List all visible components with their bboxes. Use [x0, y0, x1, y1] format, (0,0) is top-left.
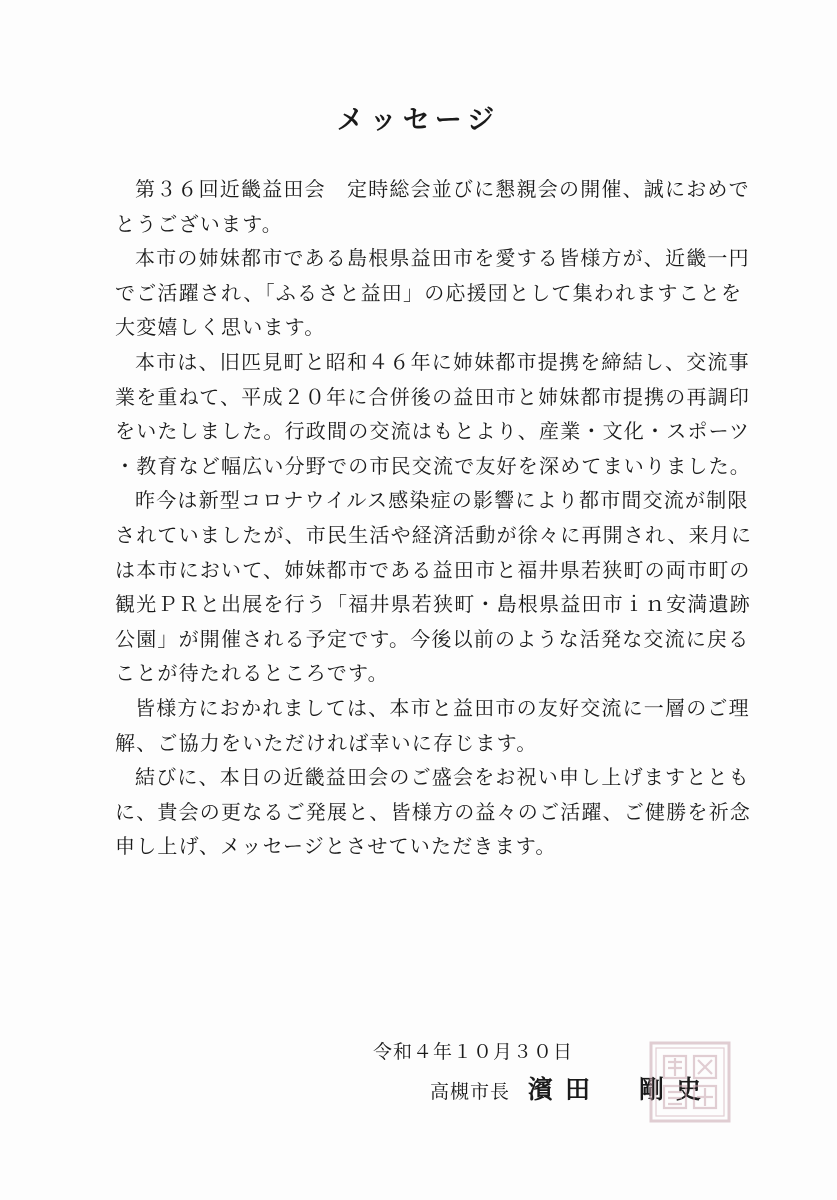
- official-seal-icon: [648, 1040, 732, 1124]
- paragraph-request: 皆様方におかれましては、本市と益田市の友好交流に一層のご理解、ご協力をいただければ幸いに存じます。: [115, 695, 750, 755]
- paragraph-greeting: 第３６回近畿益田会 定時総会並びに懇親会の開催、誠におめでとうございます。: [115, 177, 750, 236]
- paragraph-history: 本市は、旧匹見町と昭和４６年に姉妹都市提携を締結し、交流事業を重ねて、平成２０年に合併後の益田市と姉妹都市提携の再調印をいたしました。行政間の交流はもとより、産業・文化・スポーツ・教育など幅広い分野での市民交流で友好を深めてまいりました。: [115, 349, 751, 478]
- document-title: メッセージ: [336, 105, 501, 136]
- paragraph-covid-event: 昨今は新型コロナウイルス感染症の影響により都市間交流が制限されていましたが、市民生活や経済活動が徐々に再開され、来月には本市において、姉妹都市である益田市と福井県若狭町の両市町の観光ＰＲと出展を行う「福井県若狭町・島根県益田市ｉｎ安満遺跡公園」が開催される予定です。今後以前のような活発な交流に戻ることが待たれるところです。: [115, 488, 753, 686]
- signer-role: 高槻市長: [430, 1081, 511, 1103]
- signer-name: 濱田 剛史: [528, 1075, 714, 1104]
- message-body: [115, 172, 755, 864]
- paragraph-closing: 結びに、本日の近畿益田会のご盛会をお祝い申し上げますとともに、貴会の更なるご発展と、皆様方の益々のご活躍、ご健勝を祈念申し上げ、メッセージとさせていただきます。: [115, 765, 751, 859]
- document-date: 令和４年１０月３０日: [373, 1041, 574, 1063]
- paragraph-sister-city-fans: 本市の姉妹都市である島根県益田市を愛する皆様方が、近畿一円でご活躍され、「ふるさと益田」の応援団として集われますことを大変嬉しく思います。: [115, 246, 750, 340]
